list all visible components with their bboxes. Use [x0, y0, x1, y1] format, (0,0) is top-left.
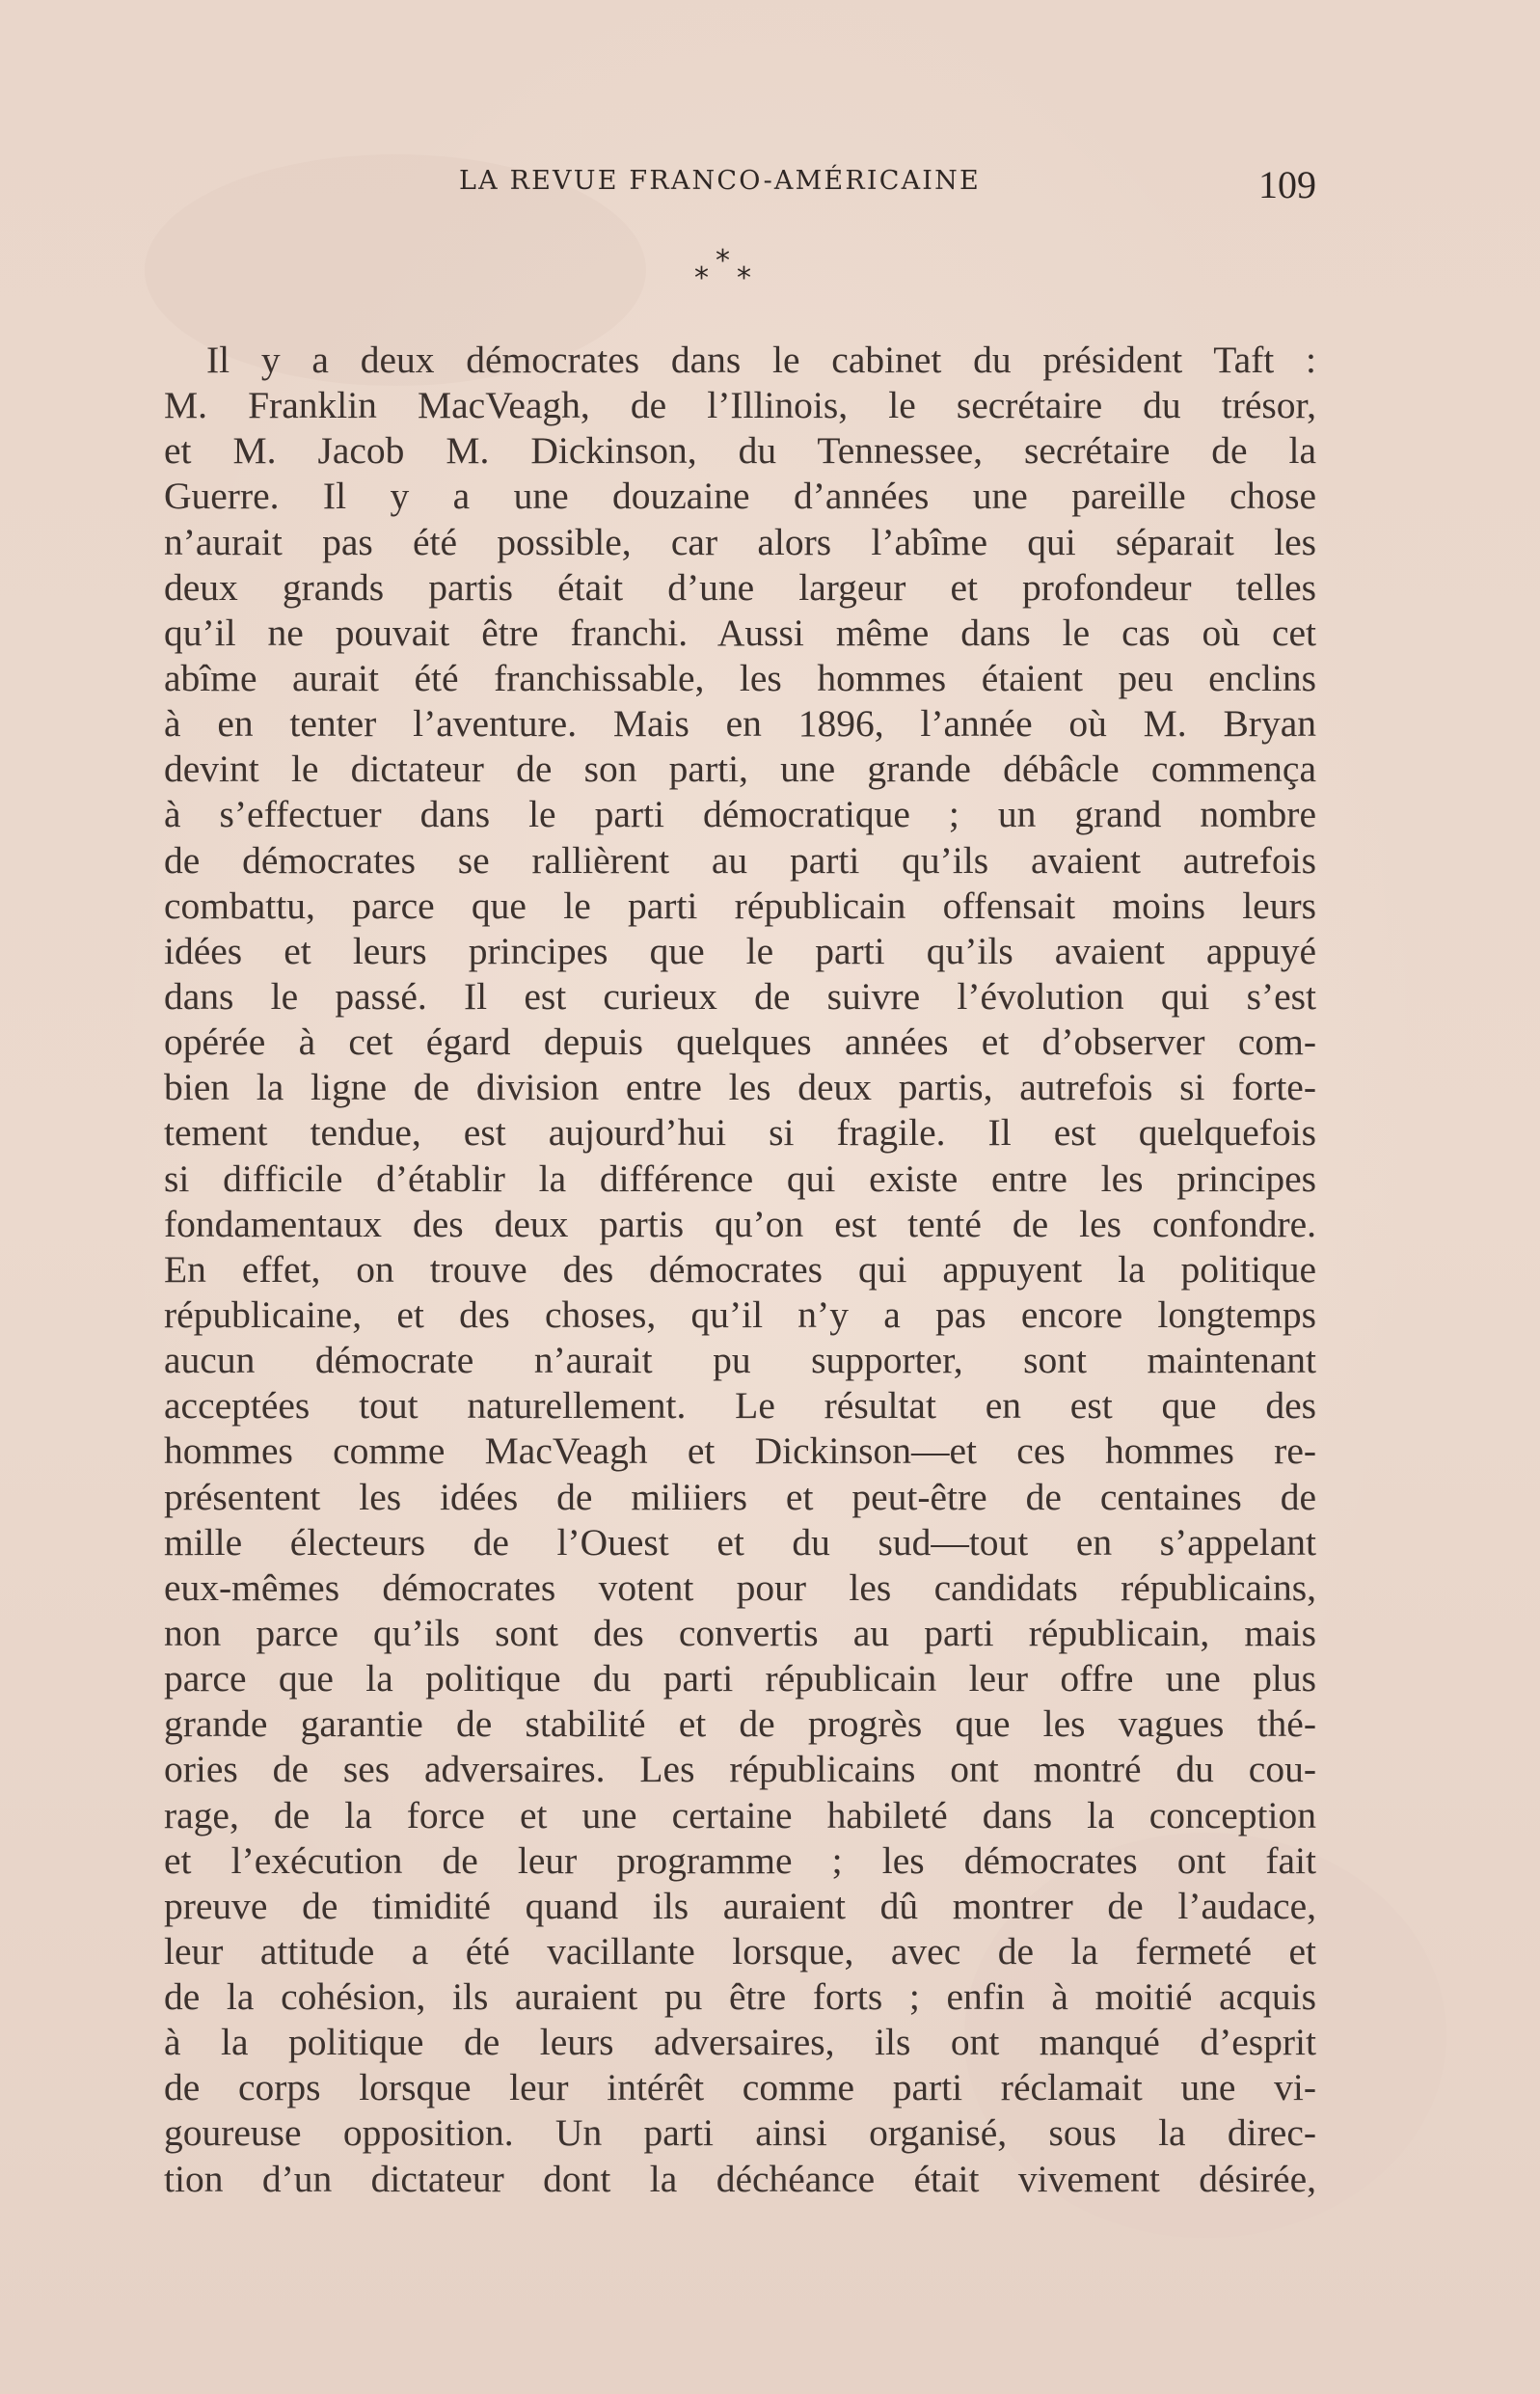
- text-line: n’aurait pas été possible, car alors l’abîme qui séparait les: [164, 520, 1316, 563]
- text-line: ories de ses adversaires. Les républicains ont montré du cou-: [164, 1748, 1316, 1791]
- page-number: 109: [1258, 163, 1316, 206]
- text-line: preuve de timidité quand ils auraient dû montrer de l’audace,: [164, 1884, 1316, 1927]
- text-line: dans le passé. Il est curieux de suivre l’évolution qui s’est: [164, 974, 1316, 1018]
- section-break-asterism: [694, 243, 781, 297]
- text-line: rage, de la force et une certaine habileté dans la conception: [164, 1793, 1316, 1836]
- text-line: républicaine, et des choses, qu’il n’y a pas encore longtemps: [164, 1292, 1316, 1336]
- text-line: de la cohésion, ils auraient pu être forts ; enfin à moitié acquis: [164, 1975, 1316, 2019]
- text-line: de démocrates se rallièrent au parti qu’ils avaient autrefois: [164, 838, 1316, 882]
- text-line: tion d’un dictateur dont la déchéance était vivement désirée,: [164, 2157, 1316, 2200]
- asterism-star-right: *: [737, 261, 751, 295]
- text-line: tement tendue, est aujourd’hui si fragile. Il est quelquefois: [164, 1111, 1316, 1155]
- text-line: goureuse opposition. Un parti ainsi organisé, sous la direc-: [164, 2111, 1316, 2155]
- text-line: parce que la politique du parti républicain leur offre une plus: [164, 1657, 1316, 1700]
- text-line: mille électeurs de l’Ouest et du sud—tout en s’appelant: [164, 1520, 1316, 1564]
- text-line: eux-mêmes démocrates votent pour les candidats républicains,: [164, 1565, 1316, 1609]
- text-line: En effet, on trouve des démocrates qui appuyent la politique: [164, 1247, 1316, 1291]
- text-line: et l’exécution de leur programme ; les démocrates ont fait: [164, 1838, 1316, 1882]
- text-line: présentent les idées de miliiers et peut-être de centaines de: [164, 1475, 1316, 1518]
- body-paragraph: [164, 338, 1316, 2202]
- text-line: acceptées tout naturellement. Le résultat en est que des: [164, 1384, 1316, 1428]
- text-line: deux grands partis était d’une largeur et profondeur telles: [164, 565, 1316, 609]
- text-line: aucun démocrate n’aurait pu supporter, sont maintenant: [164, 1339, 1316, 1382]
- text-line: à la politique de leurs adversaires, ils ont manqué d’esprit: [164, 2021, 1316, 2064]
- text-line: leur attitude a été vacillante lorsque, avec de la fermeté et: [164, 1929, 1316, 1972]
- asterism-star-left: *: [694, 261, 709, 295]
- text-line: qu’il ne pouvait être franchi. Aussi même dans le cas où cet: [164, 611, 1316, 654]
- text-line: M. Franklin MacVeagh, de l’Illinois, le secrétaire du trésor,: [164, 384, 1316, 427]
- text-line: idées et leurs principes que le parti qu’ils avaient appuyé: [164, 929, 1316, 972]
- text-line: non parce qu’ils sont des convertis au parti républicain, mais: [164, 1611, 1316, 1654]
- text-line: opérée à cet égard depuis quelques années et d’observer com-: [164, 1020, 1316, 1064]
- text-line: fondamentaux des deux partis qu’on est tenté de les confondre.: [164, 1202, 1316, 1245]
- text-line: abîme aurait été franchissable, les hommes étaient peu enclins: [164, 656, 1316, 699]
- text-line: Il y a deux démocrates dans le cabinet du président Taft :: [206, 339, 1316, 381]
- running-title: LA REVUE FRANCO-AMÉRICAINE: [459, 166, 981, 196]
- text-line: à en tenter l’aventure. Mais en 1896, l’année où M. Bryan: [164, 702, 1316, 746]
- text-line: hommes comme MacVeagh et Dickinson—et ces hommes re-: [164, 1429, 1316, 1473]
- text-line: bien la ligne de division entre les deux partis, autrefois si forte-: [164, 1066, 1316, 1109]
- text-line: Guerre. Il y a une douzaine d’années une pareille chose: [164, 475, 1316, 518]
- text-line: de corps lorsque leur intérêt comme parti réclamait une vi-: [164, 2066, 1316, 2109]
- text-line: grande garantie de stabilité et de progrès que les vagues thé-: [164, 1702, 1316, 1746]
- text-line: et M. Jacob M. Dickinson, du Tennessee, secrétaire de la: [164, 429, 1316, 473]
- asterism-star-top: *: [716, 244, 730, 278]
- text-line: si difficile d’établir la différence qui existe entre les principes: [164, 1156, 1316, 1200]
- running-header: [164, 162, 1316, 206]
- text-line: devint le dictateur de son parti, une grande débâcle commença: [164, 748, 1316, 791]
- text-line: à s’effectuer dans le parti démocratique ; un grand nombre: [164, 793, 1316, 836]
- text-line: combattu, parce que le parti républicain offensait moins leurs: [164, 884, 1316, 927]
